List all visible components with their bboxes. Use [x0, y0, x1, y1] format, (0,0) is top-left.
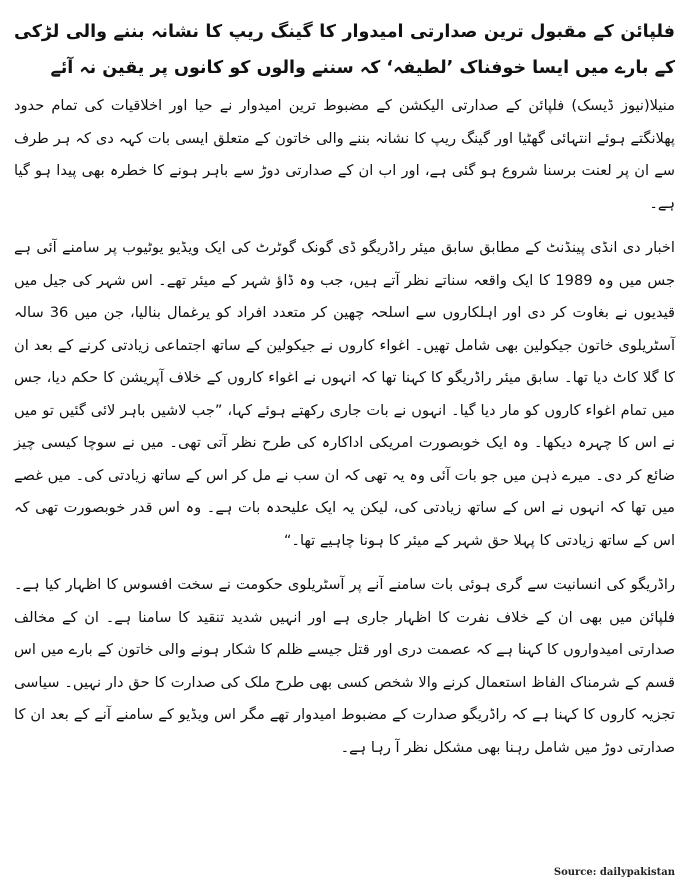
- source-credit: Source: dailypakistan: [553, 867, 675, 878]
- article-headline: فلپائن کے مقبول ترین صدارتی امیدوار کا گینگ ریپ کا نشانہ بننے والی لڑکی کے بارے میں ایسا خوفناک ’لطیفہ‘ کہ سننے والوں کو کانوں پر یقین نہ آئے: [14, 22, 675, 78]
- article-paragraph-story: اخبار دی انڈی پینڈنٹ کے مطابق سابق میئر راڈریگو ڈی گونک گوٹرٹ کی ایک ویڈیو یوٹیوب پر سامنے آئی ہے جس میں وہ 1989 کا ایک واقعہ سناتے نظر آتے ہیں، جب وہ ڈاؤ شہر کے میئر تھے۔ اس شہر کی جیل میں قیدیوں نے بغاوت کر دی اور اہلکاروں سے اسلحہ چھین کر متعدد افراد کو یرغمال بنالیا، جن میں 36 سالہ آسٹریلوی خاتون جیکولین بھی شامل تھیں۔ اغواء کاروں نے جیکولین کے ساتھ اجتماعی زیادتی کرنے کے بعد ان کا گلا کاٹ دیا تھا۔ سابق میئر راڈریگو کا کہنا تھا کہ انہوں نے اغواء کاروں کے خلاف آپریشن کا حکم دیا، جس میں تمام اغواء کاروں کو مار دیا گیا۔ انہوں نے بات جاری رکھتے ہوئے کہا، ”جب لاشیں باہر لائی گئیں تو میں نے اس کا چہرہ دیکھا۔ وہ ایک خوبصورت امریکی اداکارہ کی طرح نظر آتی تھی۔ میں نے سوچا کیسی چیز ضائع کر دی۔ میرے ذہن میں جو بات آئی وہ یہ تھی کہ ان سب نے مل کر اس کے ساتھ زیادتی کی۔ میں غصے میں تھا کہ انہوں نے اس کے ساتھ زیادتی کی، لیکن یہ ایک علیحدہ بات ہے۔ وہ اس قدر خوبصورت تھی کہ اس کے ساتھ زیادتی کا پہلا حق شہر کے میئر کا ہونا چاہیے تھا۔“: [14, 239, 675, 549]
- article-paragraph-reaction: راڈریگو کی انسانیت سے گری ہوئی بات سامنے آنے پر آسٹریلوی حکومت نے سخت افسوس کا اظہار کیا ہے۔ فلپائن میں بھی ان کے خلاف نفرت کا اظہار جاری ہے اور انہیں شدید تنقید کا سامنا ہے۔ ان کے مخالف صدارتی امیدواروں کا کہنا ہے کہ عصمت دری اور قتل جیسے ظلم کا شکار ہونے والی خاتون کے بارے میں اس قسم کے شرمناک الفاظ استعمال کرنے والا شخص کسی بھی طرح ملک کی صدارت کا حق دار نہیں۔ سیاسی تجزیہ کاروں کا کہنا ہے کہ راڈریگو صدارت کے مضبوط امیدوار تھے مگر اس ویڈیو کے سامنے آنے کے بعد ان کا صدارتی دوڑ میں شامل رہنا بھی مشکل نظر آ رہا ہے۔: [14, 576, 675, 756]
- article-paragraph-intro: منیلا(نیوز ڈیسک) فلپائن کے صدارتی الیکشن کے مضبوط ترین امیدوار نے حیا اور اخلاقیات کی تمام حدود پھلانگتے ہوئے انتہائی گھٹیا اور گینگ ریپ کا نشانہ بننے والی خاتون کے متعلق ایسی بات کہہ دی کہ ہر طرف سے ان پر لعنت برسنا شروع ہو گئی ہے، اور اب ان کے صدارتی دوڑ سے باہر ہونے کا خطرہ بھی پیدا ہو گیا ہے۔: [14, 97, 675, 212]
